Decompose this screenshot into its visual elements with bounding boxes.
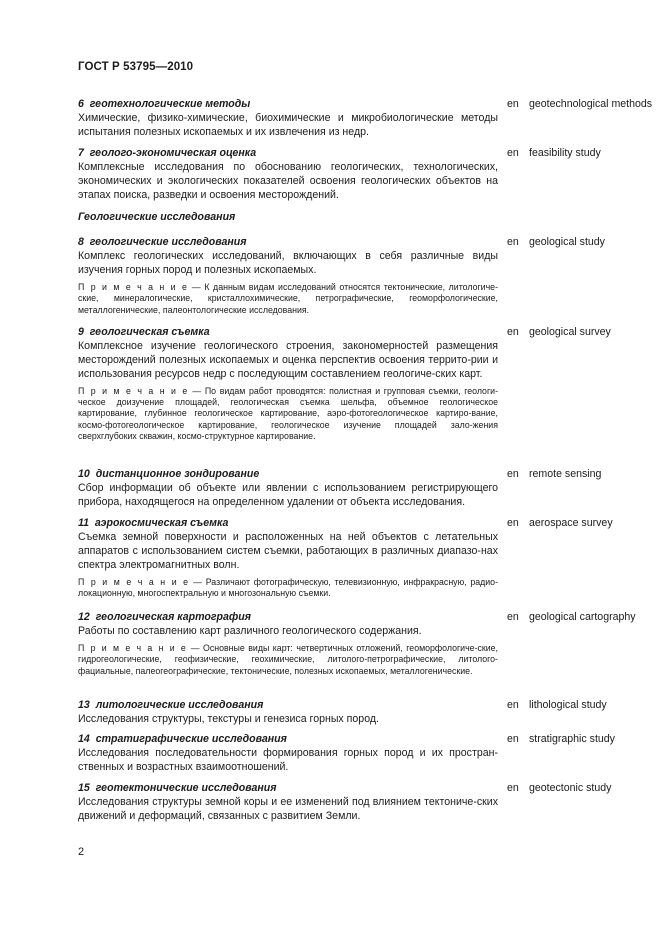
term-title: 6 геотехнологические методы	[78, 98, 251, 110]
note-label: П р и м е ч а н и е	[78, 642, 188, 653]
english-term: stratigraphic study	[529, 733, 615, 745]
term-entry-12	[78, 611, 652, 677]
term-definition: Съемка земной поверхности и расположенных на ней объектов с летательных аппаратов с использованием систем съемки, работающих в различных диапазо-нах спектра электромагнитных волн.	[78, 530, 498, 571]
term-definition: Исследования последовательности формирования горных пород и их простран-ственных и возрастных взаимоотношений.	[78, 746, 498, 773]
lang-code: en	[507, 468, 519, 480]
lang-code: en	[507, 733, 519, 745]
term-russian	[78, 733, 498, 775]
english-term: geotechnological methods	[529, 98, 653, 110]
document-header: ГОСТ Р 53795—2010	[78, 61, 194, 73]
note-label: П р и м е ч а н и е	[78, 385, 189, 396]
term-title: 8 геологические исследования	[78, 236, 247, 248]
english-term: feasibility study	[529, 147, 601, 159]
term-russian	[78, 699, 498, 727]
term-title: 7 геолого-экономическая оценка	[78, 147, 257, 159]
term-entry-6	[78, 98, 652, 140]
term-definition: Комплекс геологических исследований, включающих в себя различные виды изучения горных пород и полезных ископаемых.	[78, 249, 498, 276]
term-entry-13	[78, 699, 652, 727]
term-title: 11 аэрокосмическая съемка	[78, 517, 229, 529]
term-russian	[78, 147, 498, 203]
term-title: 15 геотектонические исследования	[78, 782, 277, 794]
term-note: П р и м е ч а н и е — По видам работ проводятся: полистная и групповая съемки, геологи-ческое доизучение площадей, геологическая съемка шельфа, объемное геологическое картирование, глубинное геологическое картирование, аэро-фотогеологическое картиро-вание, космо-фотогеологическое картирование, геологическое изучение площадей зало-жения сверхглубоких скважин, космо-структурное картирование.	[78, 385, 498, 442]
lang-code: en	[507, 98, 519, 110]
page-number: 2	[78, 846, 85, 858]
lang-code: en	[507, 611, 519, 623]
term-entry-9	[78, 326, 652, 443]
term-entry-14	[78, 733, 652, 775]
lang-code: en	[507, 147, 519, 159]
term-title: 9 геологическая съемка	[78, 326, 210, 338]
term-definition: Сбор информации об объекте или явлении с использованием регистрирующего прибора, находящегося на определенном удалении от объекта исследования.	[78, 481, 498, 508]
term-note: П р и м е ч а н и е — К данным видам исследований относятся тектонические, литологиче-ские, минералогические, кристаллохимические, петрографические, геоморфологические, металлогенические, палеонтологические исследования.	[78, 281, 499, 315]
english-term: geological survey	[529, 326, 611, 338]
term-russian	[78, 782, 498, 824]
lang-code: en	[507, 517, 519, 529]
term-definition: Исследования структуры, текстуры и генезиса горных пород.	[78, 712, 379, 725]
term-definition: Комплексное изучение геологического строения, закономерностей размещения месторождений полезных ископаемых и оценка перспектив освоения террито-рии и использования ресурсов недр с последующим составлением геологиче-ских карт.	[78, 339, 498, 380]
term-note: П р и м е ч а н и е — Основные виды карт: четвертичных отложений, геоморфологиче-ские, гидрогеологические, геофизические, геохимические, литолого-петрографические, литолого-фациальные, палеогеографические, тектонические, полезных ископаемых, металлогенические.	[78, 642, 499, 676]
note-label: П р и м е ч а н и е	[78, 576, 190, 587]
term-russian	[78, 517, 498, 573]
lang-code: en	[507, 236, 519, 248]
term-russian	[78, 236, 498, 278]
english-term: lithological study	[529, 699, 607, 711]
english-term: remote sensing	[529, 468, 602, 480]
term-entry-10	[78, 468, 652, 510]
english-term: geological study	[529, 236, 605, 248]
term-definition: Химические, физико-химические, биохимические и микробиологические методы испытания полезных ископаемых и их извлечения из недр.	[78, 111, 498, 138]
term-entry-15	[78, 782, 652, 824]
english-term: geotectonic study	[529, 782, 612, 794]
term-russian	[78, 468, 498, 510]
term-definition: Комплексные исследования по обоснованию геологических, технологических, экономических и экологических показателей освоения геологических объектов на этапах поиска, разведки и освоения месторождений.	[78, 160, 498, 201]
term-russian	[78, 326, 498, 382]
english-term: aerospace survey	[529, 517, 613, 529]
term-title: 14 стратиграфические исследования	[78, 733, 287, 745]
term-entry-7	[78, 147, 652, 203]
note-label: П р и м е ч а н и е	[78, 281, 189, 292]
term-entry-11	[78, 517, 652, 599]
lang-code: en	[507, 699, 519, 711]
term-note: П р и м е ч а н и е — Различают фотографическую, телевизионную, инфракрасную, радио-локационную, многоспектральную и многозональную съемки.	[78, 576, 499, 599]
term-russian	[78, 611, 498, 639]
section-title: Геологические исследования	[78, 211, 236, 223]
term-title: 13 литологические исследования	[78, 699, 264, 711]
term-title: 12 геологическая картография	[78, 611, 251, 623]
term-entry-8	[78, 236, 652, 316]
english-term: geological cartography	[529, 611, 636, 623]
lang-code: en	[507, 782, 519, 794]
term-title: 10 дистанционное зондирование	[78, 468, 260, 480]
lang-code: en	[507, 326, 519, 338]
term-russian	[78, 98, 498, 140]
term-definition: Работы по составлению карт различного геологического содержания.	[78, 624, 422, 637]
term-definition: Исследования структуры земной коры и ее изменений под влиянием тектониче-ских движений и деформаций, связанных с развитием Земли.	[78, 795, 498, 822]
